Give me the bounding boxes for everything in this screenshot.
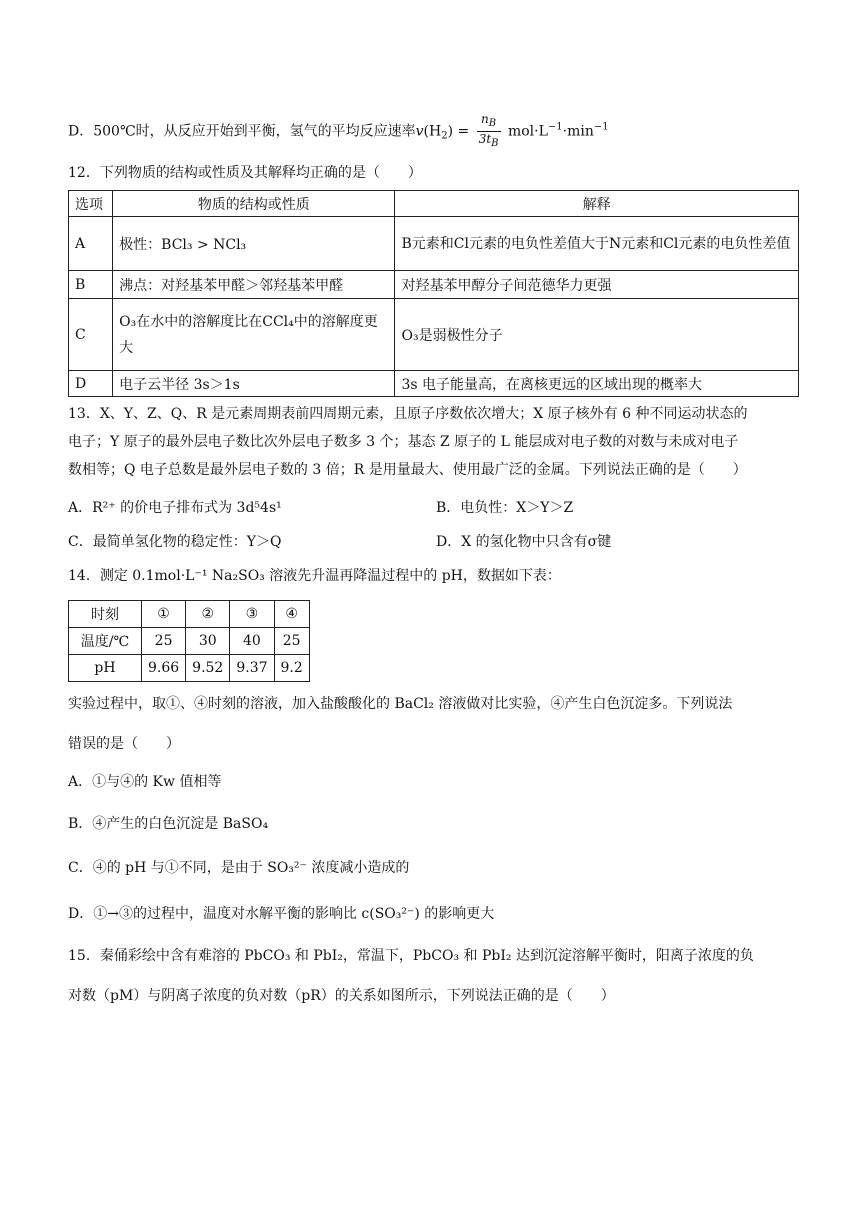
rate-fraction <box>477 112 501 151</box>
q12-row-c-option: C <box>69 299 113 371</box>
denominator-subscript: B <box>491 138 499 149</box>
rate-symbol: v <box>415 123 424 140</box>
rate-unit: mol·L <box>507 123 548 140</box>
q12-row-d-property: 电子云半径 3s＞1s <box>113 371 395 397</box>
q14-cell: 时刻 <box>69 601 142 628</box>
q12-header-property: 物质的结构或性质 <box>113 191 395 217</box>
q14-cell: ④ <box>274 601 309 628</box>
q12-row-b-option: B <box>69 271 113 299</box>
q14-cell: pH <box>69 655 142 682</box>
q14-paragraph-line-1: 实验过程中，取①、④时刻的溶液，加入盐酸酸化的 BaCl₂ 溶液做对比实验，④产生白色沉淀多。下列说法 <box>68 696 733 712</box>
q12-table <box>68 190 799 397</box>
q14-cell: 25 <box>142 628 186 655</box>
fraction-numerator: n <box>481 112 489 126</box>
numerator-subscript: B <box>488 118 497 129</box>
fraction-denominator: 3t <box>478 132 492 146</box>
q12-row-a-explanation: B元素和Cl元素的电负性差值大于N元素和Cl元素的电负性差值 <box>395 217 799 271</box>
q14-option-c: C．④的 pH 与①不同，是由于 SO₃²⁻ 浓度减小造成的 <box>68 860 410 876</box>
q13-option-a: A．R²⁺ 的价电子排布式为 3d⁵4s¹ <box>68 500 282 516</box>
q14-cell: 25 <box>274 628 309 655</box>
q12-row-c-property: O₃在水中的溶解度比在CCl₄中的溶解度更大 <box>113 299 395 371</box>
q15-stem-line-2: 对数（pM）与阴离子浓度的负对数（pR）的关系如图所示，下列说法正确的是（ ） <box>68 988 615 1004</box>
q13-stem-line-2: 电子；Y 原子的最外层电子数比次外层电子数多 3 个；基态 Z 原子的 L 能层成对电子数的对数与未成对电子 <box>68 434 739 450</box>
q14-cell: 9.52 <box>186 655 230 682</box>
q14-cell: 40 <box>230 628 274 655</box>
q14-cell: 9.66 <box>142 655 186 682</box>
rate-unit-min: ·min <box>562 123 594 140</box>
q14-stem: 14．测定 0.1mol·L⁻¹ Na₂SO₃ 溶液先升温再降温过程中的 pH，数据如下表： <box>68 568 561 584</box>
h2-symbol: H <box>429 123 442 140</box>
q14-cell: 温度/℃ <box>69 628 142 655</box>
q11-option-d-text: D．500℃时，从反应开始到平衡，氢气的平均反应速率 <box>68 123 416 140</box>
q14-option-b: B．④产生的白色沉淀是 BaSO₄ <box>68 816 269 832</box>
h2-subscript: 2 <box>441 130 448 142</box>
q14-paragraph-line-2: 错误的是（ ） <box>68 736 180 752</box>
q14-cell: 30 <box>186 628 230 655</box>
q14-option-a: A．①与④的 Kw 值相等 <box>68 774 222 790</box>
q12-row-b-explanation: 对羟基苯甲醇分子间范德华力更强 <box>395 271 799 299</box>
unit-exponent-1: −1 <box>547 121 563 133</box>
q12-row-b-property: 沸点：对羟基苯甲醛＞邻羟基苯甲醛 <box>113 271 395 299</box>
q12-row-a-option: A <box>69 217 113 271</box>
q13-option-c: C．最简单氢化物的稳定性：Y＞Q <box>68 534 282 550</box>
q11-option-d: D．500℃时，从反应开始到平衡，氢气的平均反应速率$v(H_2)$ = $\frac{n_B}{3t_B}$ $mol\cdot L^{-1}\cdot\min^{-1}$ <box>68 112 609 149</box>
q14-cell: 9.2 <box>274 655 309 682</box>
q14-table <box>68 600 310 682</box>
q13-option-d: D．X 的氢化物中只含有σ键 <box>436 534 612 550</box>
q13-stem-line-3: 数相等；Q 电子总数是最外层电子数的 3 倍；R 是用量最大、使用最广泛的金属。下列说法正确的是（ ） <box>68 462 747 478</box>
unit-exponent-2: −1 <box>593 121 609 133</box>
q14-cell: 9.37 <box>230 655 274 682</box>
q14-cell: ③ <box>230 601 274 628</box>
q13-stem-line-1: 13．X、Y、Z、Q、R 是元素周期表前四周期元素，且原子序数依次增大；X 原子核外有 6 种不同运动状态的 <box>68 406 748 422</box>
q14-option-d: D．①→③的过程中，温度对水解平衡的影响比 c(SO₃²⁻) 的影响更大 <box>68 906 495 922</box>
q13-option-b: B．电负性：X＞Y＞Z <box>436 500 574 516</box>
q12-stem: 12．下列物质的结构或性质及其解释均正确的是（ ） <box>68 165 422 181</box>
q15-stem-line-1: 15．秦俑彩绘中含有难溶的 PbCO₃ 和 PbI₂，常温下，PbCO₃ 和 PbI₂ 达到沉淀溶解平衡时，阳离子浓度的负 <box>68 948 754 964</box>
q12-row-d-explanation: 3s 电子能量高，在离核更远的区域出现的概率大 <box>395 371 799 397</box>
q12-header-option: 选项 <box>69 191 113 217</box>
q14-cell: ① <box>142 601 186 628</box>
q12-row-a-property: 极性：BCl₃ > NCl₃ <box>113 217 395 271</box>
q12-row-c-explanation: O₃是弱极性分子 <box>395 299 799 371</box>
q14-cell: ② <box>186 601 230 628</box>
q12-row-d-option: D <box>69 371 113 397</box>
q12-header-explanation: 解释 <box>395 191 799 217</box>
